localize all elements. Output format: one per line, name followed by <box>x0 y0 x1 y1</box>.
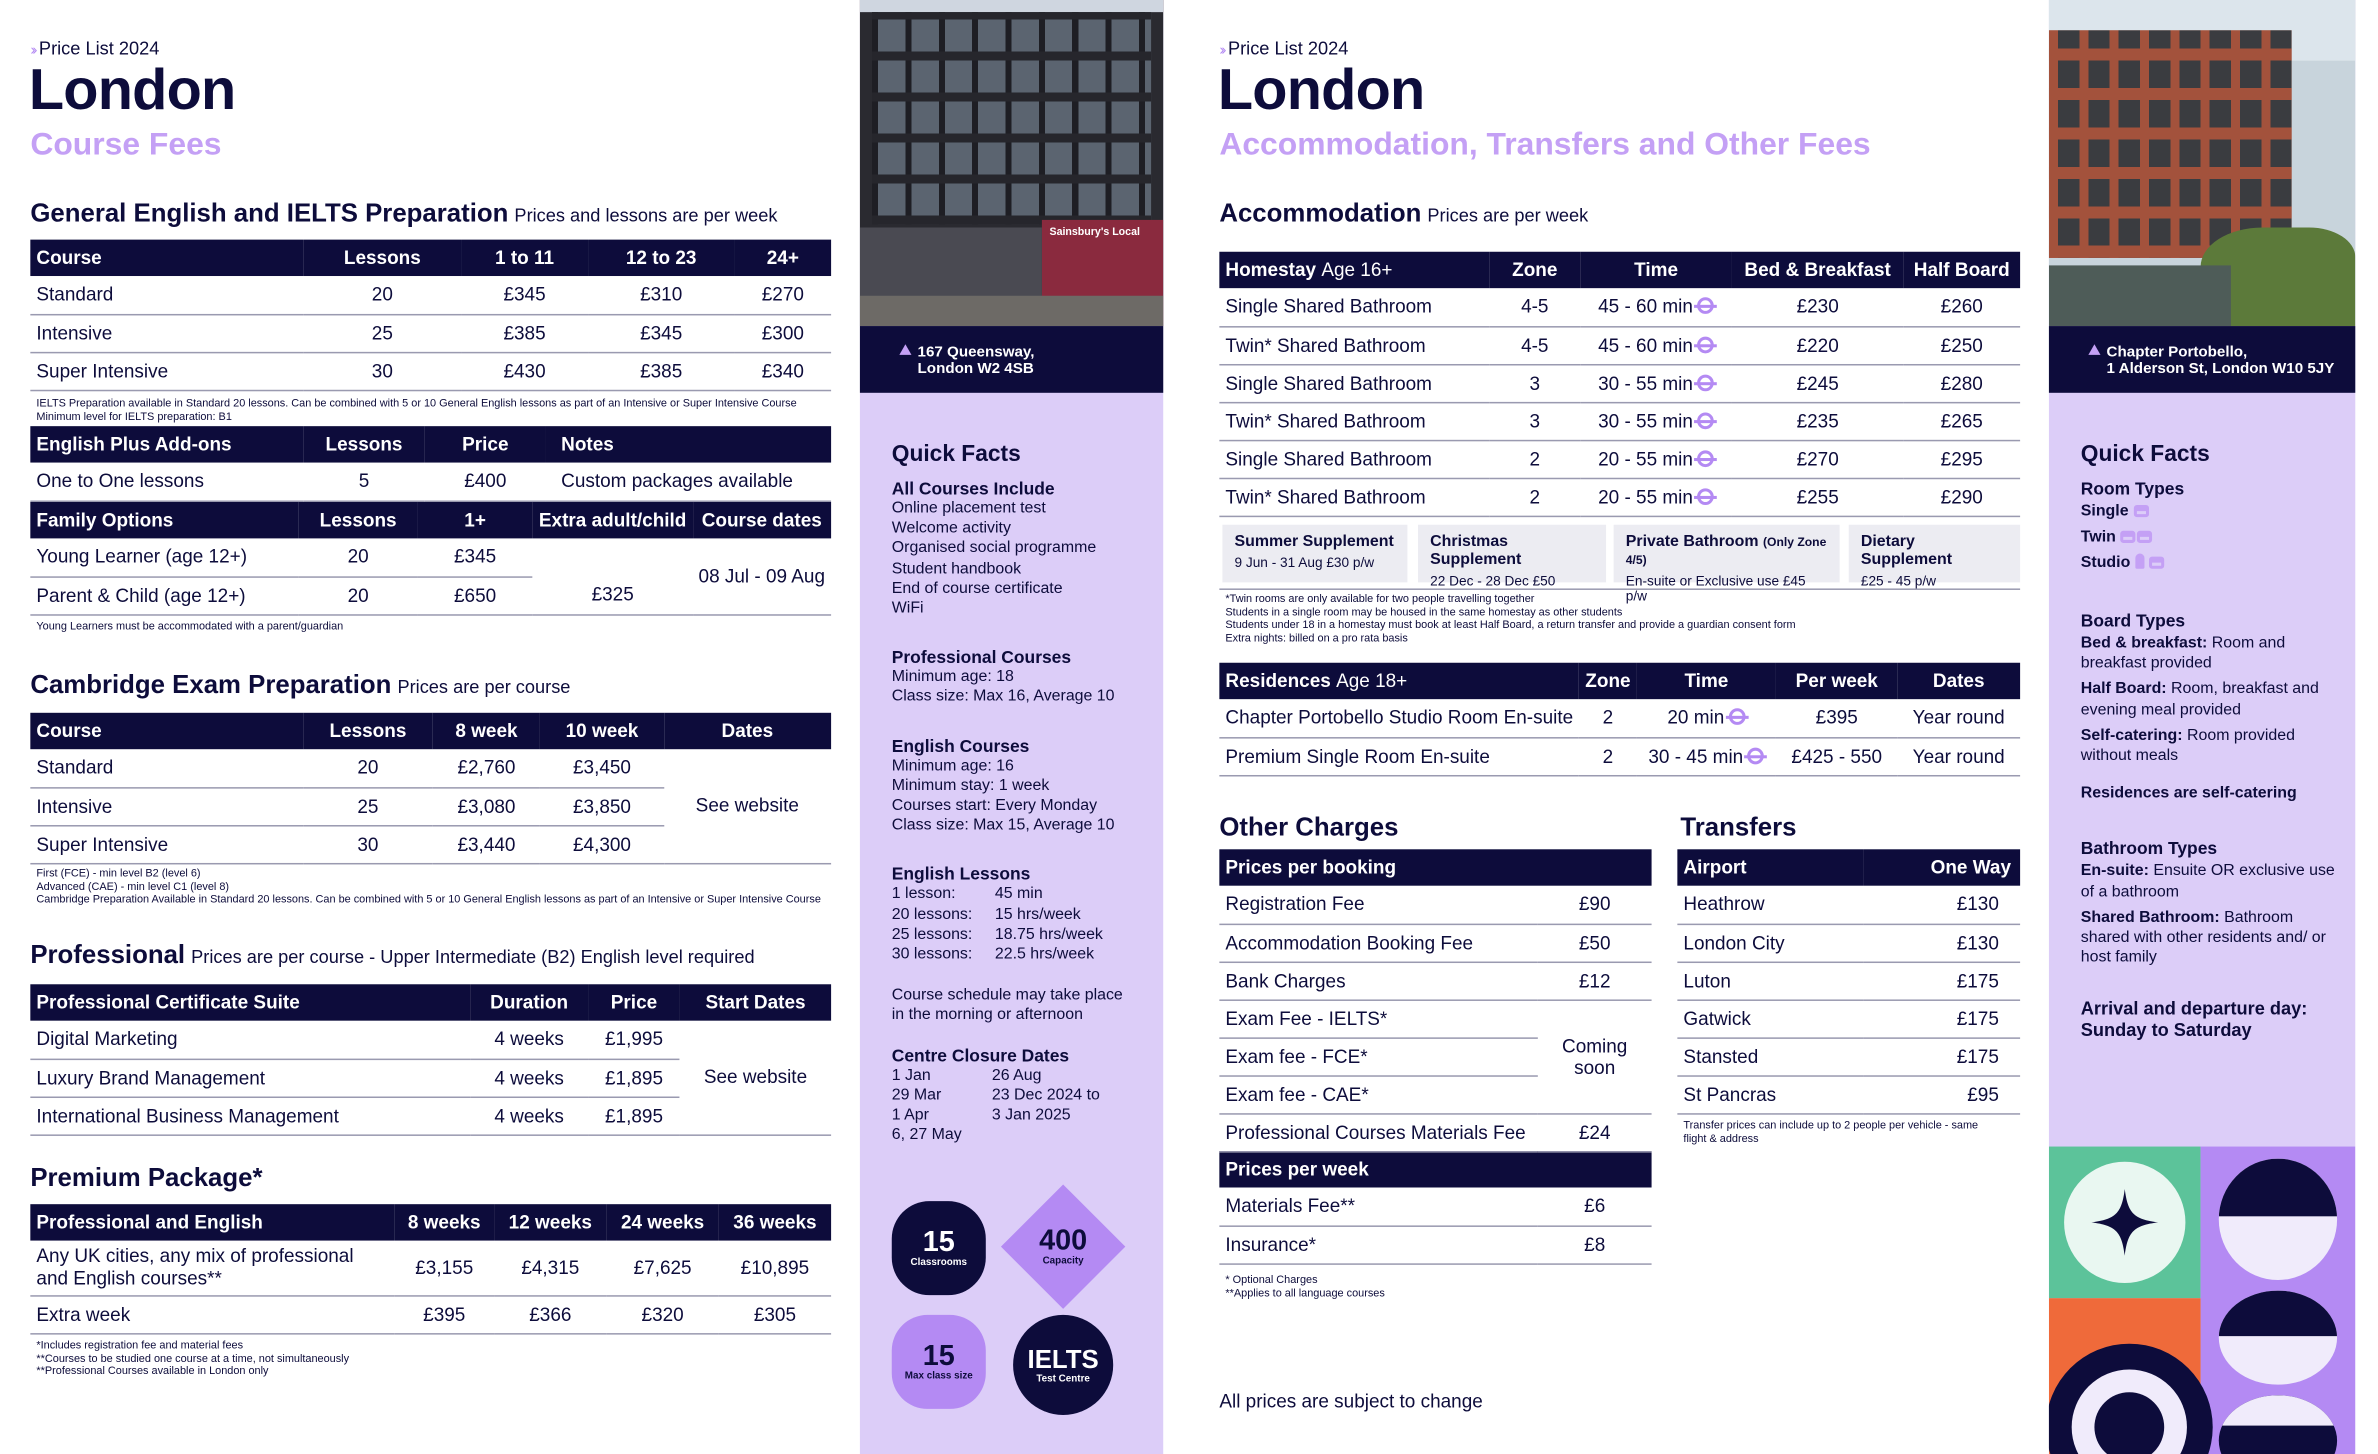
column-header: Price <box>588 984 680 1020</box>
column-header: Lessons <box>303 713 432 749</box>
other-charges-table <box>1219 849 1651 1264</box>
column-header: Time <box>1580 252 1732 288</box>
table-cell: £6 <box>1538 1187 1652 1225</box>
table-cell: Digital Marketing <box>30 1021 470 1059</box>
table-cell: £3,440 <box>433 825 541 863</box>
table-cell: 20 <box>299 538 417 576</box>
table-cell: Super Intensive <box>30 825 303 863</box>
column-header: Zone <box>1489 252 1580 288</box>
section-heading-general-english: General English and IELTS Preparation Prices and lessons are per week <box>30 198 778 228</box>
table-row <box>30 749 831 787</box>
section-heading-premium: Premium Package* <box>30 1163 263 1193</box>
table-cell: £320 <box>606 1295 718 1333</box>
residences-table: Residences Age 18+ Zone Time Per week Dates Chapter Portobello Studio Room En-suite 2 20 min £395 Year round Premium Single Room En-suite 2 30 - 45 min £425 - 550 Year round <box>1219 663 2020 776</box>
column-header: Course <box>30 713 303 749</box>
twin-bed-icon <box>2137 531 2152 543</box>
table-row: Premium Single Room En-suite 2 30 - 45 min £425 - 550 Year round <box>1219 737 2020 775</box>
underground-icon <box>1697 374 1714 391</box>
table-row <box>30 1241 831 1296</box>
column-header: 36 weeks <box>719 1204 831 1240</box>
summer-supplement: Summer Supplement 9 Jun - 31 Aug £30 p/w <box>1222 525 1407 583</box>
column-header: 10 week <box>540 713 663 749</box>
column-header: Dates <box>664 713 832 749</box>
page-subtitle-right: Accommodation, Transfers and Other Fees <box>1219 127 1871 163</box>
table-cell: £220 <box>1732 326 1903 364</box>
table-row <box>1219 1225 1651 1263</box>
cambridge-table <box>30 713 831 864</box>
table-row <box>1677 886 2020 924</box>
column-header: Family Options <box>30 502 299 538</box>
table-cell: Young Learner (age 12+) <box>30 538 299 576</box>
table-cell: Insurance* <box>1219 1225 1537 1263</box>
table-cell: £8 <box>1538 1225 1652 1263</box>
table-row: Single Shared Bathroom 3 30 - 55 min £245 £280 <box>1219 364 2020 402</box>
table-cell: 2 <box>1579 737 1636 775</box>
qf-heading: English Lessons <box>891 866 1031 885</box>
column-header: 12 weeks <box>494 1204 606 1240</box>
section-heading-cambridge: Cambridge Exam Preparation Prices are per course <box>30 670 571 700</box>
table-cell: £305 <box>719 1295 831 1333</box>
table-cell: £290 <box>1903 478 2020 516</box>
table-row <box>30 352 831 390</box>
column-header: Course dates <box>692 502 831 538</box>
twin-bed-icon <box>2120 531 2135 543</box>
table-cell: Intensive <box>30 787 303 825</box>
table-cell: 4 weeks <box>470 1059 588 1097</box>
section-heading-accommodation: Accommodation Prices are per week <box>1219 198 1589 228</box>
quick-facts-title: Quick Facts <box>891 441 1021 468</box>
table-cell: 3 <box>1489 364 1580 402</box>
table-cell: £395 <box>394 1295 494 1333</box>
table-cell: 2 <box>1489 440 1580 478</box>
table-cell: Single Shared Bathroom <box>1219 440 1489 478</box>
table-header-row <box>30 240 831 276</box>
table-cell: Stansted <box>1677 1037 1863 1075</box>
location-pin-icon <box>2088 344 2100 355</box>
column-header: Prices per booking <box>1219 849 1651 885</box>
table-cell: Single Shared Bathroom <box>1219 288 1489 326</box>
table-row <box>30 538 831 576</box>
table-cell: Custom packages available <box>546 463 831 501</box>
table-cell: 4 weeks <box>470 1021 588 1059</box>
table-cell: £265 <box>1903 402 2020 440</box>
table-cell: 4-5 <box>1489 326 1580 364</box>
other-charges-footnote: * Optional Charges **Applies to all language courses <box>1225 1272 1385 1299</box>
ielts-test-centre-badge: IELTS Test Centre <box>1013 1315 1113 1415</box>
family-options-table <box>30 502 831 615</box>
table-row: Single Shared Bathroom 2 20 - 55 min £270 £295 <box>1219 440 2020 478</box>
table-cell: £3,155 <box>394 1241 494 1296</box>
table-cell: Super Intensive <box>30 352 303 390</box>
table-cell: £345 <box>417 538 532 576</box>
column-header: 1+ <box>417 502 532 538</box>
queensway-building-photo <box>860 0 1163 326</box>
table-row: Single Shared Bathroom 4-5 45 - 60 min £230 £260 <box>1219 288 2020 326</box>
max-class-size-badge: 15 Max class size <box>892 1315 986 1409</box>
qf-heading: Centre Closure Dates <box>891 1047 1070 1066</box>
general-english-table <box>30 240 831 391</box>
table-cell: £2,760 <box>433 749 541 787</box>
table-cell: £650 <box>417 576 532 614</box>
column-header: English Plus Add-ons <box>30 426 303 462</box>
table-row <box>1219 1187 1651 1225</box>
table-cell: Registration Fee <box>1219 886 1537 924</box>
qf-heading: All Courses Include <box>891 480 1055 499</box>
table-cell: 5 <box>303 463 424 501</box>
table-cell: One to One lessons <box>30 463 303 501</box>
table-cell: Heathrow <box>1677 886 1863 924</box>
table-row: Twin* Shared Bathroom 2 20 - 55 min £255 £290 <box>1219 478 2020 516</box>
table-cell: £50 <box>1538 924 1652 962</box>
column-header: Airport <box>1677 849 1863 885</box>
table-cell: Exam fee - FCE* <box>1219 1037 1537 1075</box>
column-header: Per week <box>1776 663 1897 699</box>
table-cell: £385 <box>461 314 587 352</box>
table-cell: St Pancras <box>1677 1075 1863 1113</box>
table-cell: £345 <box>461 276 587 314</box>
table-cell: £95 <box>1863 1075 2020 1113</box>
qf-heading: English Courses <box>891 738 1030 757</box>
table-cell: Exam fee - CAE* <box>1219 1075 1537 1113</box>
table-cell: Bank Charges <box>1219 962 1537 1000</box>
table-row <box>30 314 831 352</box>
table-cell: £395 <box>1776 699 1897 737</box>
column-header: 8 weeks <box>394 1204 494 1240</box>
quick-facts-accommodation: Quick Facts Room Types Single Twin Studio Board Types Bed & breakfast: Room and breakfast provided Half Board: Room, breakfast and evening meal provided Self-catering: Room provided without meals Residences are self-catering Bathroom Types En-suite: Ensuite OR exclusive use of a bathroom Shared Bathroom: Bathroom shared with other residents and/ or host family Arrival and departure day: Sunday to Saturday <box>2081 441 2342 1041</box>
premium-footnote: *Includes registration fee and material fees **Courses to be studied one course at a time, not simultaneously **Professional Courses available in London only <box>36 1337 350 1378</box>
table-cell: £345 <box>588 314 735 352</box>
table-cell: £7,625 <box>606 1241 718 1296</box>
cambridge-footnote: First (FCE) - min level B2 (level 6) Advanced (CAE) - min level C1 (level 8) Cambridge Preparation Available in Standard 20 lessons. Can be combined with 5 or 10 General English lessons as part of an Intensive or Super Intensive Course <box>36 865 821 906</box>
table-row <box>30 1295 831 1333</box>
table-cell: Twin* Shared Bathroom <box>1219 402 1489 440</box>
column-header: Course <box>30 240 303 276</box>
table-row <box>1677 962 2020 1000</box>
table-row <box>1677 1037 2020 1075</box>
column-header: Start Dates <box>680 984 831 1020</box>
portobello-address: Chapter Portobello, 1 Alderson St, London W10 5JY <box>2049 326 2355 393</box>
column-header: Lessons <box>303 426 424 462</box>
table-cell: Luton <box>1677 962 1863 1000</box>
table-cell: £3,450 <box>540 749 663 787</box>
table-row: Chapter Portobello Studio Room En-suite 2 20 min £395 Year round <box>1219 699 2020 737</box>
table-cell: £230 <box>1732 288 1903 326</box>
table-cell: £1,895 <box>588 1059 680 1097</box>
shop-sign: Sainsbury's Local <box>1049 227 1140 239</box>
table-cell: £3,850 <box>540 787 663 825</box>
table-row <box>30 463 831 501</box>
column-header: Professional and English <box>30 1204 394 1240</box>
page-subtitle: Course Fees <box>30 127 222 163</box>
table-row: Twin* Shared Bathroom 3 30 - 55 min £235 £265 <box>1219 402 2020 440</box>
capacity-badge: 400 Capacity <box>1039 1225 1088 1267</box>
premium-table <box>30 1204 831 1334</box>
table-cell: Twin* Shared Bathroom <box>1219 478 1489 516</box>
table-cell: £4,315 <box>494 1241 606 1296</box>
table-cell: £175 <box>1863 999 2020 1037</box>
column-header: 24+ <box>735 240 831 276</box>
table-row: Twin* Shared Bathroom 4-5 45 - 60 min £220 £250 <box>1219 326 2020 364</box>
column-header: 24 weeks <box>606 1204 718 1240</box>
table-cell: £24 <box>1538 1113 1652 1151</box>
cambridge-dates: See website <box>664 749 832 863</box>
course-dates: 08 Jul - 09 Aug <box>692 538 831 614</box>
studio-person-icon <box>2135 554 2144 569</box>
column-header: Professional Certificate Suite <box>30 984 470 1020</box>
qf-heading: Bathroom Types <box>2080 840 2218 860</box>
table-cell: Luxury Brand Management <box>30 1059 470 1097</box>
table-cell: £130 <box>1863 886 2020 924</box>
table-cell: £425 - 550 <box>1776 737 1897 775</box>
underground-icon <box>1697 298 1714 315</box>
page-title: London <box>28 59 236 123</box>
table-cell: £175 <box>1863 962 2020 1000</box>
table-cell: £4,300 <box>540 825 663 863</box>
addons-table <box>30 426 831 501</box>
table-cell: £10,895 <box>719 1241 831 1296</box>
table-cell: 20 <box>303 749 432 787</box>
table-cell <box>533 538 693 576</box>
column-header: Price <box>425 426 546 462</box>
ielts-footnote: IELTS Preparation available in Standard 20 lessons. Can be combined with 5 or 10 General English lessons as part of an Intensive or Super Intensive Course Minimum level for IELTS preparation: B1 <box>36 395 797 423</box>
table-cell: Exam Fee - IELTS* <box>1219 999 1537 1037</box>
column-header: Lessons <box>303 240 461 276</box>
page-title-right: London <box>1217 59 1425 123</box>
table-cell: Accommodation Booking Fee <box>1219 924 1537 962</box>
professional-table <box>30 984 831 1135</box>
table-cell: 4-5 <box>1489 288 1580 326</box>
prices-subject-to-change: All prices are subject to change <box>1219 1390 1483 1412</box>
column-header: Extra adult/child <box>533 502 693 538</box>
table-row <box>30 1021 831 1059</box>
column-header: Zone <box>1579 663 1636 699</box>
column-header: 12 to 23 <box>588 240 735 276</box>
table-cell: £310 <box>588 276 735 314</box>
table-row <box>30 276 831 314</box>
column-header: One Way <box>1863 849 2020 885</box>
table-cell: £270 <box>1732 440 1903 478</box>
homestay-table: Homestay Age 16+ Zone Time Bed & Breakfast Half Board Single Shared Bathroom 4-5 45 - 60 min £230 £260 Twin* Shared Bathroom 4-5 45 - 60 min £220 £250 Single Shared Bathroom 3 30 - 55 min £245 £280 Twin* Shared Bathroom 3 30 - 55 min £235 £265 Single Shared Bathroom 2 20 - 55 min £270 £295 Twin* Shared Bathroom 2 20 - 55 min £255 £290 <box>1219 252 2020 517</box>
table-cell: 2 <box>1489 478 1580 516</box>
transfers-footnote: Transfer prices can include up to 2 people per vehicle - same flight & address <box>1683 1117 1979 1145</box>
column-header: Prices per week <box>1219 1151 1651 1187</box>
column-header: Duration <box>470 984 588 1020</box>
qf-heading: Board Types <box>2080 612 2186 631</box>
table-cell: £3,080 <box>433 787 541 825</box>
location-pin-icon <box>899 344 911 355</box>
table-cell: 3 <box>1489 402 1580 440</box>
decorative-pattern <box>2049 1147 2355 1454</box>
table-cell: £325 <box>533 576 693 614</box>
column-header: 8 week <box>433 713 541 749</box>
classrooms-badge: 15 Classrooms <box>892 1201 986 1295</box>
table-cell: Year round <box>1897 737 2020 775</box>
table-cell: 30 <box>303 352 461 390</box>
sparkle-icon <box>2091 1189 2158 1256</box>
table-cell: £385 <box>588 352 735 390</box>
section-heading-professional: Professional Prices are per course - Upper Intermediate (B2) English level required <box>30 940 755 970</box>
underground-icon <box>1697 336 1714 353</box>
underground-icon <box>1697 450 1714 467</box>
table-cell: 2 <box>1579 699 1636 737</box>
table-row <box>1219 1113 1651 1151</box>
table-row <box>1677 924 2020 962</box>
table-cell: £12 <box>1538 962 1652 1000</box>
table-cell: 25 <box>303 314 461 352</box>
table-cell: £255 <box>1732 478 1903 516</box>
chapter-portobello-photo <box>2049 0 2355 326</box>
table-cell: £1,995 <box>588 1021 680 1059</box>
table-cell: London City <box>1677 924 1863 962</box>
homestay-footnote: *Twin rooms are only available for two people travelling together Students in a single room may be housed in the same homestay as other students Students under 18 in a homestay must book at least Half Board, a return transfer and provide a guardian consent form Extra nights: billed on a pro rata basis <box>1225 591 1796 644</box>
column-header: Dates <box>1897 663 2020 699</box>
section-heading-transfers: Transfers <box>1680 812 1797 842</box>
column-header: Lessons <box>299 502 417 538</box>
table-cell: £366 <box>494 1295 606 1333</box>
underground-icon <box>1697 488 1714 505</box>
table-row <box>1219 962 1651 1000</box>
table-cell: £400 <box>425 463 546 501</box>
dietary-supplement: Dietary Supplement £25 - 45 p/w <box>1849 525 2020 583</box>
pretitle-right: ›› Price List 2024 <box>1219 37 1349 60</box>
qf-heading: Professional Courses <box>891 649 1072 668</box>
quick-facts-course: Quick Facts All Courses Include Online placement test Welcome activity Organised social programme Student handbook End of course certificate WiFi Professional Courses Minimum age: 18 Class size: Max 16, Average 10 English Courses Minimum age: 16 Minimum stay: 1 week Courses start: Every Monday Class size: Max 15, Average 10 English Lessons 1 lesson: 45 min 20 lessons: 15 hrs/week 25 lessons: 18.75 hrs/week 30 lessons: 22.5 hrs/week Course schedule may take place in the morning or afternoon Centre Closure Dates 1 Jan 26 Aug 29 Mar 23 Dec 2024 to 1 Apr 3 Jan 2025 6, 27 May <box>892 441 1150 1145</box>
table-cell: Any UK cities, any mix of professional and English courses** <box>30 1241 394 1296</box>
section-heading-other-charges: Other Charges <box>1219 812 1399 842</box>
arrival-departure-day: Arrival and departure day: Sunday to Saturday <box>2080 998 2308 1042</box>
table-cell: £340 <box>735 352 831 390</box>
coming-soon-label: Coming soon <box>1562 1035 1628 1078</box>
table-row <box>1677 1075 2020 1113</box>
table-row <box>1677 999 2020 1037</box>
table-cell: £1,895 <box>588 1097 680 1135</box>
table-cell: £300 <box>735 314 831 352</box>
table-cell: International Business Management <box>30 1097 470 1135</box>
table-cell: 20 <box>303 276 461 314</box>
residences-self-catering: Residences are self-catering <box>2080 784 2297 803</box>
transfers-table <box>1677 849 2020 1114</box>
column-header: Notes <box>546 426 831 462</box>
table-cell: Parent & Child (age 12+) <box>30 576 299 614</box>
table-cell: £175 <box>1863 1037 2020 1075</box>
single-bed-icon <box>2133 505 2148 517</box>
column-header: Half Board <box>1903 252 2020 288</box>
column-header: Bed & Breakfast <box>1732 252 1903 288</box>
table-cell: Professional Courses Materials Fee <box>1219 1113 1537 1151</box>
table-cell: Year round <box>1897 699 2020 737</box>
table-cell: 20 <box>299 576 417 614</box>
table-cell: Standard <box>30 749 303 787</box>
table-cell: Standard <box>30 276 303 314</box>
underground-icon <box>1729 709 1746 726</box>
table-cell: Gatwick <box>1677 999 1863 1037</box>
table-cell: £430 <box>461 352 587 390</box>
table-cell: 30 <box>303 825 432 863</box>
underground-icon <box>1697 412 1714 429</box>
table-cell: £235 <box>1732 402 1903 440</box>
table-cell: £260 <box>1903 288 2020 326</box>
professional-dates: See website <box>680 1021 831 1135</box>
table-cell: Single Shared Bathroom <box>1219 364 1489 402</box>
table-cell: £295 <box>1903 440 2020 478</box>
table-cell: 25 <box>303 787 432 825</box>
queensway-address: 167 Queensway, London W2 4SB <box>860 326 1163 393</box>
table-row <box>1219 924 1651 962</box>
table-cell: Twin* Shared Bathroom <box>1219 326 1489 364</box>
table-cell: Chapter Portobello Studio Room En-suite <box>1219 699 1579 737</box>
column-header: 1 to 11 <box>461 240 587 276</box>
table-cell: £130 <box>1863 924 2020 962</box>
family-footnote: Young Learners must be accommodated with a parent/guardian <box>36 618 344 633</box>
table-cell: £90 <box>1538 886 1652 924</box>
qf-heading: Room Types <box>2080 480 2185 499</box>
private-bathroom-supplement: Private Bathroom (Only Zone 4/5) En-suite or Exclusive use £45 p/w <box>1614 525 1840 583</box>
studio-bed-icon <box>2149 557 2164 569</box>
quick-facts-title: Quick Facts <box>2080 441 2210 468</box>
table-cell: £245 <box>1732 364 1903 402</box>
table-cell: Premium Single Room En-suite <box>1219 737 1579 775</box>
table-row <box>1219 886 1651 924</box>
table-cell: £270 <box>735 276 831 314</box>
table-cell: Intensive <box>30 314 303 352</box>
table-cell: 4 weeks <box>470 1097 588 1135</box>
underground-icon <box>1748 747 1765 764</box>
column-header: Time <box>1637 663 1777 699</box>
table-cell: £250 <box>1903 326 2020 364</box>
table-cell: Materials Fee** <box>1219 1187 1537 1225</box>
table-row <box>1219 999 1651 1037</box>
table-cell: Extra week <box>30 1295 394 1333</box>
christmas-supplement: Christmas Supplement 22 Dec - 28 Dec £50 <box>1418 525 1606 583</box>
pretitle: ›› Price List 2024 <box>30 37 160 60</box>
table-cell: £280 <box>1903 364 2020 402</box>
